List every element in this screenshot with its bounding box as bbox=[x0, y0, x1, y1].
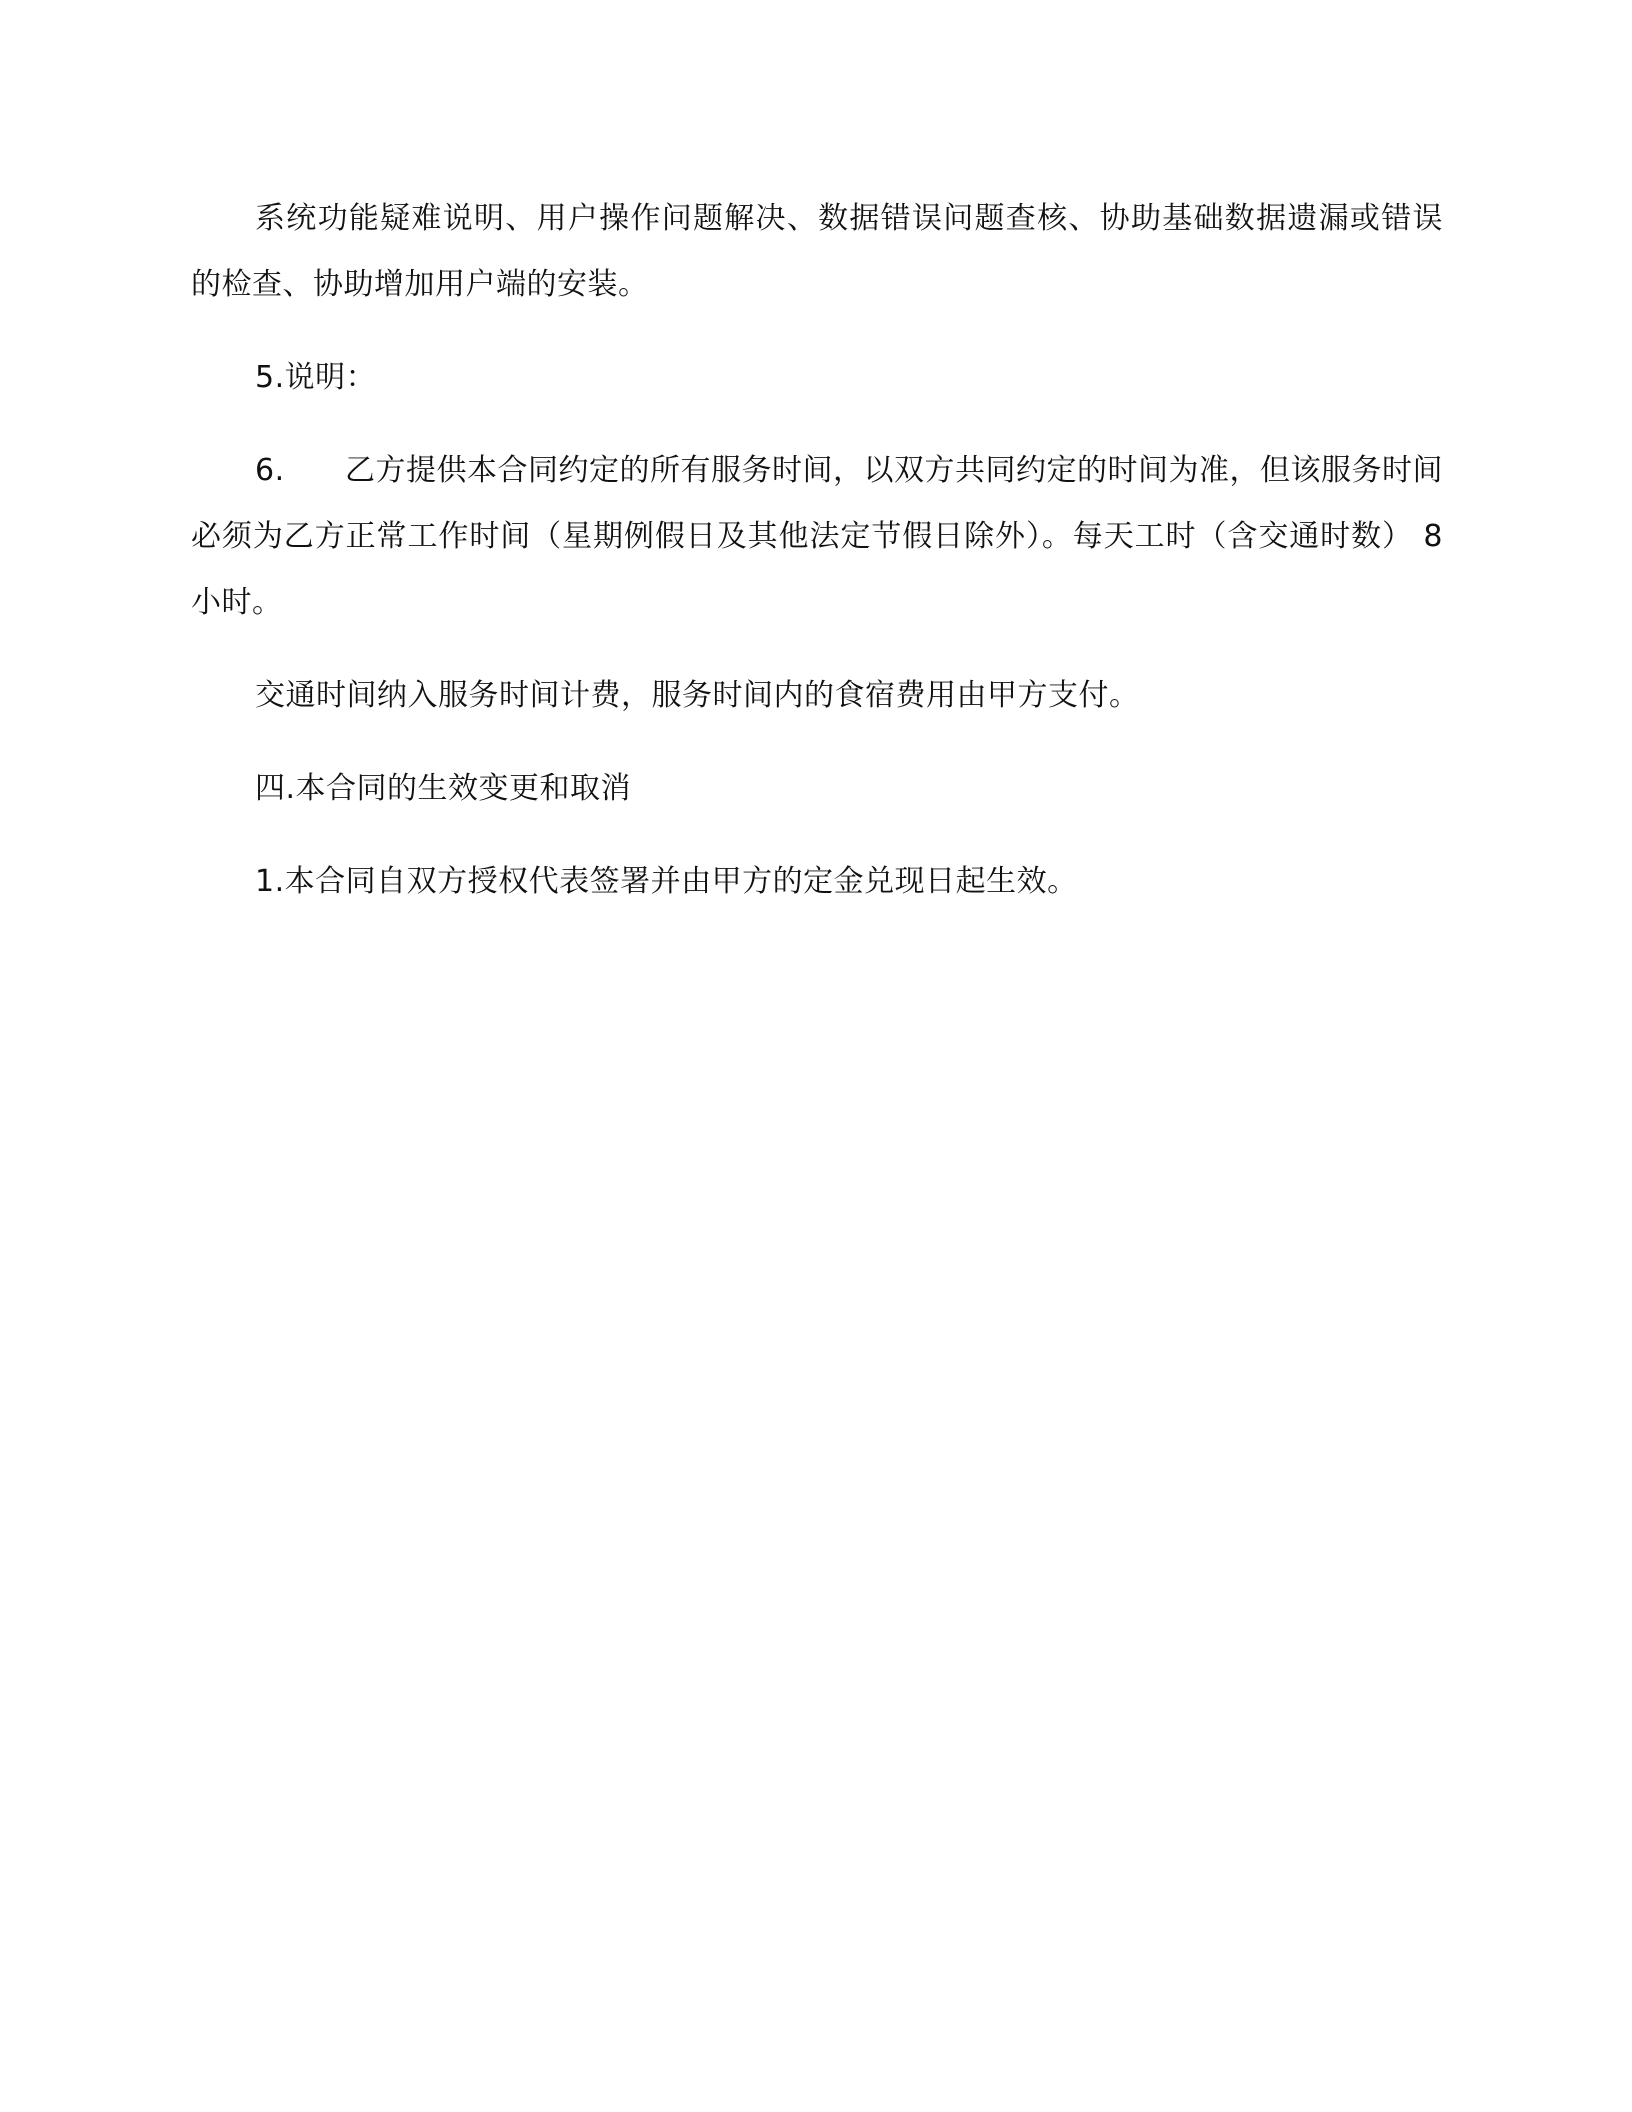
document-body bbox=[191, 186, 1443, 942]
paragraph-item-6 bbox=[191, 438, 1443, 636]
list-number: 6. bbox=[255, 453, 285, 488]
paragraph-text: 乙方提供本合同约定的所有服务时间，以双方共同约定的时间为准，但该服务时间必须为乙方正常工作时间（星期例假日及其他法定节假日除外）。每天工时（含交通时数） 8 小时。 bbox=[191, 453, 1443, 620]
paragraph-section-4-heading bbox=[191, 756, 1443, 822]
paragraph-text: 系统功能疑难说明、用户操作问题解决、数据错误问题查核、协助基础数据遗漏或错误的检查、协助增加用户端的安装。 bbox=[191, 201, 1443, 302]
paragraph-text: 5.说明： bbox=[255, 360, 377, 395]
paragraph-section-5-heading bbox=[191, 345, 1443, 411]
paragraph-text: 交通时间纳入服务时间计费，服务时间内的食宿费用由甲方支付。 bbox=[255, 678, 1140, 713]
paragraph-text: 1.本合同自双方授权代表签署并由甲方的定金兑现日起生效。 bbox=[255, 864, 1078, 899]
paragraph-text: 四.本合同的生效变更和取消 bbox=[255, 771, 632, 806]
paragraph-effective-clause bbox=[191, 849, 1443, 915]
paragraph-support-scope bbox=[191, 186, 1443, 318]
paragraph-travel-time bbox=[191, 663, 1443, 729]
